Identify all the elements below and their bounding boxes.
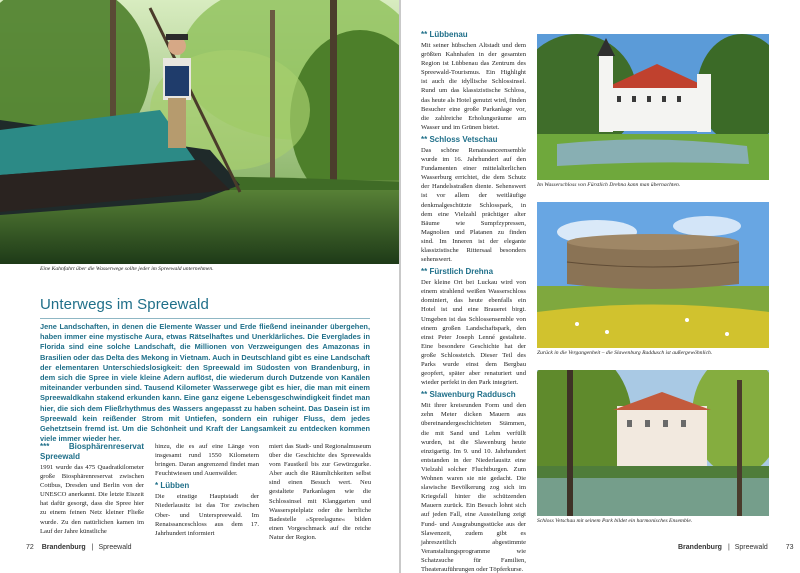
section-heading-luebbenau: ** Lübbenau [421,30,468,39]
photo-caption: Eine Kahnfahrt über die Wasserwege sollte jeder im Spreewald unternehmen. [40,266,214,272]
intro-paragraph: Jene Landschaften, in denen die Elemente Wasser und Erde fließend ineinander übergehen, haben immer eine mystische Aura, etwas Rätselhaftes und Unerklärliches. Die Everglades in Florida sind eine solche Landschaft, die Millionen von Verzweigungen des Amazonas in Brasilien oder das Delta des Mekong in Vietnam. Auch in Deutschland gibt es eine Landschaft der elementaren Unterschiedslosigkeit: den Spreewald im Südosten von Brandenburg, in dem sich die Spree in viele kleine Adern auflöst, die wiederum durch Dutzende von Kanälen miteinander verbunden sind. Tausend Kilometer Wasserwege gibt es hier, die man mit einem Spreewaldkahn stakend erkunden kann. Eine ganz eigene Lebensgeschwindigkeit findet man hier, die sich dem Fließrhythmus des Wassers angepasst zu haben scheint. Das Dasein ist im Spreewald kein reißender Strom mit Untiefen, sondern ein ruhiger Fluss, dem jedes Gehetztsein fremd ist. Um die Schönheit und Kraft der Langsamkeit zu entdecken kommen viele immer wieder her. [40,322,370,444]
section-heading-luebben: * Lübben [155,481,190,491]
folio-region: Brandenburg [678,544,722,551]
schloss-vetschau-photo [537,370,769,516]
section-body-slawenburg-raddusch: Mit ihrer kreisrunden Form und den zehn Meter dicken Mauern aus übereinandergeschichteten Stämmen, die mit Sand und Lehm verfüllt wurden, ist die Slawenburg heute einzigartig. Im 9. und 10. Jahrhundert entstanden in der Niederlausitz eine Vielzahl solcher Fluchtburgen. Zum Wohnen waren sie nie gedacht. Die slawische Bevölkerung zog sich im Kriegsfall hinter die schützenden Mauern zurück. Ein Besuch lohnt sich auf jeden Fall, eine Ausstellung zeigt Fund- und Ausgrabungsstücke aus der Slawenzeit, zudem gibt es jahreszeitlich abgestimmte Veranstaltungsprogramme wie Schatzsuche für Familien, Theaterauführungen oder Töpferkurse. [421,402,526,573]
photo-caption-2: Zurück in die Vergangenheit – die Slawenburg Raddusch ist außergewöhnlich. [537,350,713,356]
photo-caption-3: Schloss Vetschau mit seinem Park bildet ein harmonisches Ensemble. [537,518,693,524]
slawenburg-raddusch-photo [537,202,769,348]
folio-right [678,544,794,551]
spreewald-punt-photo [0,0,399,264]
text-column-right [421,30,526,573]
fuerstlich-drehna-castle-photo [537,34,769,180]
page-right [401,0,800,573]
folio-separator: | [727,544,730,551]
page-left [0,0,399,573]
folio-title: Spreewald [734,544,768,551]
page-number: 72 [26,544,34,551]
section-body-luebbenau: Mit seiner hübschen Altstadt und dem größten Kahnhafen in der gesamten Region ist Lübbenau das Zentrum des Spreewald-Tourismus. Ein Highlight ist auch die idyllische Schlossinsel. Rund um das klassizistische Schloss, das heute als Hotel genutzt wird, finden Besucher eine große Parkanlage vor, die zahlreiche Erholungsräume am Wasser und im Grünen bietet. [421,42,526,131]
folio-separator: | [91,544,94,551]
folio-title: Spreewald [98,544,132,551]
section-heading-slawenburg-raddusch: ** Slawenburg Raddusch [421,390,516,400]
section-heading-fuerstlich-drehna: ** Fürstlich Drehna [421,267,494,277]
section-body-biosphaerenreservat: 1991 wurde das 475 Quadratkilometer große Biosphärenreservat zwischen Cottbus, Dresden und Berlin von der UNESCO anerkannt. Die letzte Eiszeit hat dafür gesorgt, dass die Spree hier zu einem feinen Netz kleiner Fließe wurde. Zu den natürlichen kamen im Lauf der Jahre künstliche [40,464,144,535]
section-body-luebben: Die einstige Hauptstadt der Niederlausitz ist das Tor zwischen Ober- und Unterspreewald. Im Renaissanceschloss aus dem 17. Jahrhundert informiert [155,493,259,537]
text-column-1 [40,442,144,536]
article-title: Unterwegs im Spreewald [40,296,209,313]
section-heading-biosphaerenreservat: *** Biosphärenreservat Spreewald [40,442,144,461]
title-divider [40,318,370,319]
text-column-3 [269,442,371,542]
section-heading-schloss-vetschau: ** Schloss Vetschau [421,134,498,144]
section-body-fuerstlich-drehna: Der kleine Ort bei Luckau wird von einem strahlend weißen Wasserschloss dominiert, das heute ebenfalls ein Hotel ist und eine Brauerei birgt. Umgeben ist das Schlossensemble von einem großen Landschaftspark, den einst Peter Joseph Lenné gestaltete. Eine besondere Geschichte hat der große Schlossteich. Dieser Teil des Parks wurde einst dem Bergbau geopfert, später aber renaturiert und wieder perfekt in den Park integriert. [421,279,526,387]
section-body-schloss-vetschau: Das schöne Renaissanceensemble wurde im 16. Jahrhundert auf den Fundamenten einer mittelalterlichen Wasserburg errichtet, die dem Schutz der Handelsstraßen diente. Sehenswert ist vor allem der weitläufige denkmalgeschützte Schlosspark, in dem eine Vielzahl prächtiger alter Bäume wie Sumpfzypressen, Magnolien und Platanen zu finden sind. Im Inneren ist der elegante klassizistische Rittersaal besonders sehenswert. [421,146,526,264]
photo-caption-1: Im Wasserschloss von Fürstlich Drehna kann man übernachten. [537,182,681,188]
page-number: 73 [785,544,794,551]
folio-region: Brandenburg [41,544,86,551]
section-body-biosphaerenreservat-cont: hinzu, die es auf eine Länge von insgesamt rund 1550 Kilometern bringen. Daran angrenzend findet man Feuchtwiesen und Auenwälder. [155,443,259,478]
text-column-2 [155,442,259,538]
section-body-luebben-cont: miert das Stadt- und Regionalmuseum über die Geschichte des Spreewalds vom Faustkeil bis zur Gewürzgurke. Aber auch die Räumlichkeiten selbst sind einen Besuch wert. Neu gestaltete Parkanlagen wie die Schlossinsel mit Klanggarten und Wasserspielplatz oder die herrliche Badestelle »Spreelagune« bilden einen Vorgeschmack auf die reiche Natur der Region. [269,443,371,541]
folio-left [26,544,132,551]
